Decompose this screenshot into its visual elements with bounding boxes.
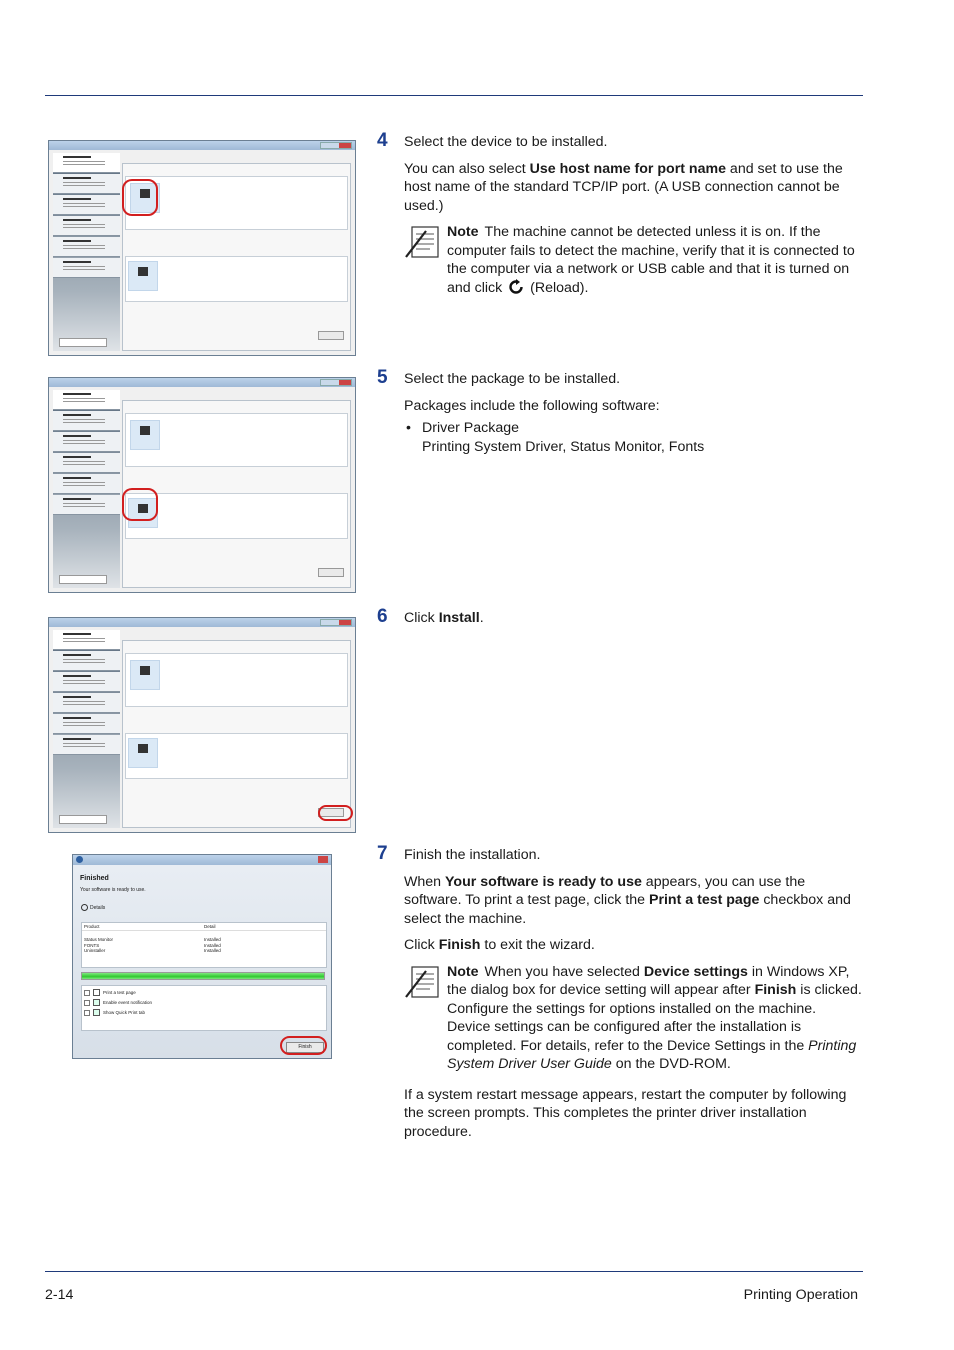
closing-text: If a system restart message appears, restart the computer by following the screen prompts. This completes the printer driver installation procedure. [404, 1086, 847, 1140]
install-sidebar [53, 630, 120, 828]
step-detail: You can also select Use host name for port name and set to use the host name of the standard TCP/IP port. (A USB connection cannot be used.) [404, 160, 843, 214]
product-table [81, 922, 327, 968]
install-sidebar [53, 390, 120, 588]
install-sidebar [53, 153, 120, 351]
details-label: Details [90, 904, 106, 911]
package-pane [125, 256, 348, 302]
step-body [404, 133, 862, 305]
bullet-text: Printing System Driver, Status Monitor, Fonts [422, 438, 705, 455]
table-row: Status Monitor Installed [84, 937, 221, 943]
table-row: Uninstaller Installed [84, 947, 221, 953]
table-row: FONTS Installed [84, 942, 221, 948]
highlight-device [122, 179, 158, 216]
step-number: 5 [377, 367, 388, 388]
note-label: Note [447, 224, 479, 240]
step-body [404, 370, 862, 456]
step-instruction: Click Install. [404, 610, 484, 626]
window-titlebar [49, 141, 355, 150]
finished-subheading: Your software is ready to use. [80, 887, 146, 893]
checkbox[interactable] [93, 999, 100, 1006]
option-enable-event-notification[interactable]: Enable event notification [84, 999, 324, 1006]
note-icon [404, 225, 442, 259]
back-arrow-icon [76, 856, 83, 863]
close-icon [318, 856, 328, 863]
bullet-title: • Driver Package [422, 420, 519, 436]
step-detail: Packages include the following software: [404, 397, 660, 414]
screenshot-finished-dialog [72, 854, 332, 1059]
checkbox[interactable] [93, 1009, 100, 1016]
page-number: 2-14 [45, 1287, 74, 1303]
screenshot-click-install [48, 617, 356, 833]
language-dropdown [59, 338, 107, 347]
section-title: Printing Operation [743, 1287, 858, 1303]
step-number: 4 [377, 130, 388, 151]
note-text-after-icon: (Reload). [530, 279, 589, 296]
details-toggle[interactable] [81, 904, 105, 911]
window-titlebar [73, 855, 331, 865]
step-number: 6 [377, 606, 388, 627]
step-number: 7 [377, 843, 388, 864]
column-detail: Detail [204, 924, 216, 929]
window-controls [320, 142, 352, 149]
step-body [404, 609, 862, 636]
install-main-panel [122, 640, 351, 828]
step-instruction: Finish the installation. [404, 847, 541, 863]
highlight-finish-button [280, 1036, 327, 1055]
reload-icon [508, 279, 524, 295]
screenshot-select-package [48, 377, 356, 593]
finished-heading: Finished [80, 875, 109, 882]
note [404, 223, 862, 297]
chevron-up-icon [81, 904, 88, 911]
note-text: The machine cannot be detected unless it is on. If the computer fails to detect the machine, verify that it is connected to the computer via a network or USB cable and that it is turned on and click [447, 224, 855, 296]
progress-bar [81, 972, 325, 980]
option-print-test-page[interactable]: Print a test page [84, 989, 324, 996]
finish-button[interactable]: Finish [286, 1042, 324, 1053]
screenshot-select-device [48, 140, 356, 356]
install-button-mini [318, 331, 344, 340]
option-show-quick-print-tab[interactable]: Show Quick Print tab [84, 1009, 324, 1016]
header-rule [45, 95, 863, 96]
checkbox[interactable] [93, 989, 100, 996]
note-label: Note [447, 963, 479, 980]
step-instruction: Select the device to be installed. [404, 134, 608, 150]
device-list-pane [125, 176, 348, 230]
column-product: Product [84, 924, 100, 929]
note-icon [404, 965, 442, 999]
note: Note When you have selected Device settings in Windows XP, the dialog box for device setting will appear after Finish is clicked. Configure the settings for options installed on the machine. Device settings can be configured after the installation is completed. For details, refer to the Device Settings in the Printing System Driver User Guide on the DVD-ROM. [404, 963, 862, 1074]
footer-rule [45, 1271, 863, 1272]
step-body [404, 846, 862, 1149]
highlight-install-button [318, 805, 353, 821]
highlight-package [122, 488, 158, 521]
step-detail: When Your software is ready to use appears, you can use the software. To print a test page, click the Print a test page checkbox and select the machine. [404, 873, 851, 927]
bullet-item [404, 419, 862, 456]
step-instruction: Select the package to be installed. [404, 371, 621, 387]
options-list [81, 985, 327, 1031]
step-detail-finish: Click Finish to exit the wizard. [404, 937, 595, 953]
